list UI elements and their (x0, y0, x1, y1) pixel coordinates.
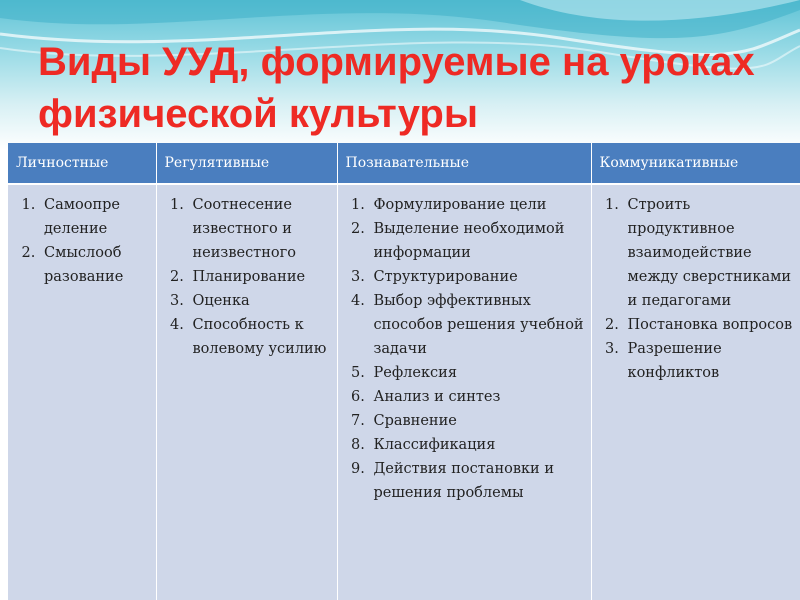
cell-communicative (591, 184, 800, 600)
list-item: 4. Выбор эффективных способов решения учебной задачи (370, 289, 585, 361)
list-item: 3. Оценка (189, 289, 331, 313)
list-item: 8. Классификация (370, 433, 585, 457)
list-item: 1. Самоопре деление (40, 193, 150, 241)
list-item: 3. Структурирование (370, 265, 585, 289)
list-regulatory (161, 193, 331, 361)
list-item: 1. Формулирование цели (370, 193, 585, 217)
list-item: 9. Действия постановки и решения проблемы (370, 457, 585, 505)
list-item: 1. Строить продуктивное взаимодействие между сверстниками и педагогами (624, 193, 794, 313)
list-item: 5. Рефлексия (370, 361, 585, 385)
list-personal (12, 193, 150, 289)
table-row (8, 184, 800, 600)
list-item: 3. Разрешение конфликтов (624, 337, 794, 385)
list-item: 7. Сравнение (370, 409, 585, 433)
header-communicative: Коммуникативные (591, 143, 800, 184)
list-item: 4. Способность к волевому усилию (189, 313, 331, 361)
header-regulatory: Регулятивные (156, 143, 337, 184)
list-item: 2. Постановка вопросов (624, 313, 794, 337)
list-item: 2. Смыслооб разование (40, 241, 150, 289)
header-personal: Личностные (8, 143, 156, 184)
list-item: 1. Соотнесение известного и неизвестного (189, 193, 331, 265)
list-cognitive (342, 193, 585, 505)
list-communicative (596, 193, 794, 385)
header-cognitive: Познавательные (337, 143, 591, 184)
uud-table (8, 143, 800, 600)
cell-regulatory (156, 184, 337, 600)
list-item: 6. Анализ и синтез (370, 385, 585, 409)
cell-cognitive (337, 184, 591, 600)
table-header-row (8, 143, 800, 184)
cell-personal (8, 184, 156, 600)
slide-title: Виды УУД, формируемые на уроках физической культуры (38, 40, 755, 136)
list-item: 2. Планирование (189, 265, 331, 289)
list-item: 2. Выделение необходимой информации (370, 217, 585, 265)
